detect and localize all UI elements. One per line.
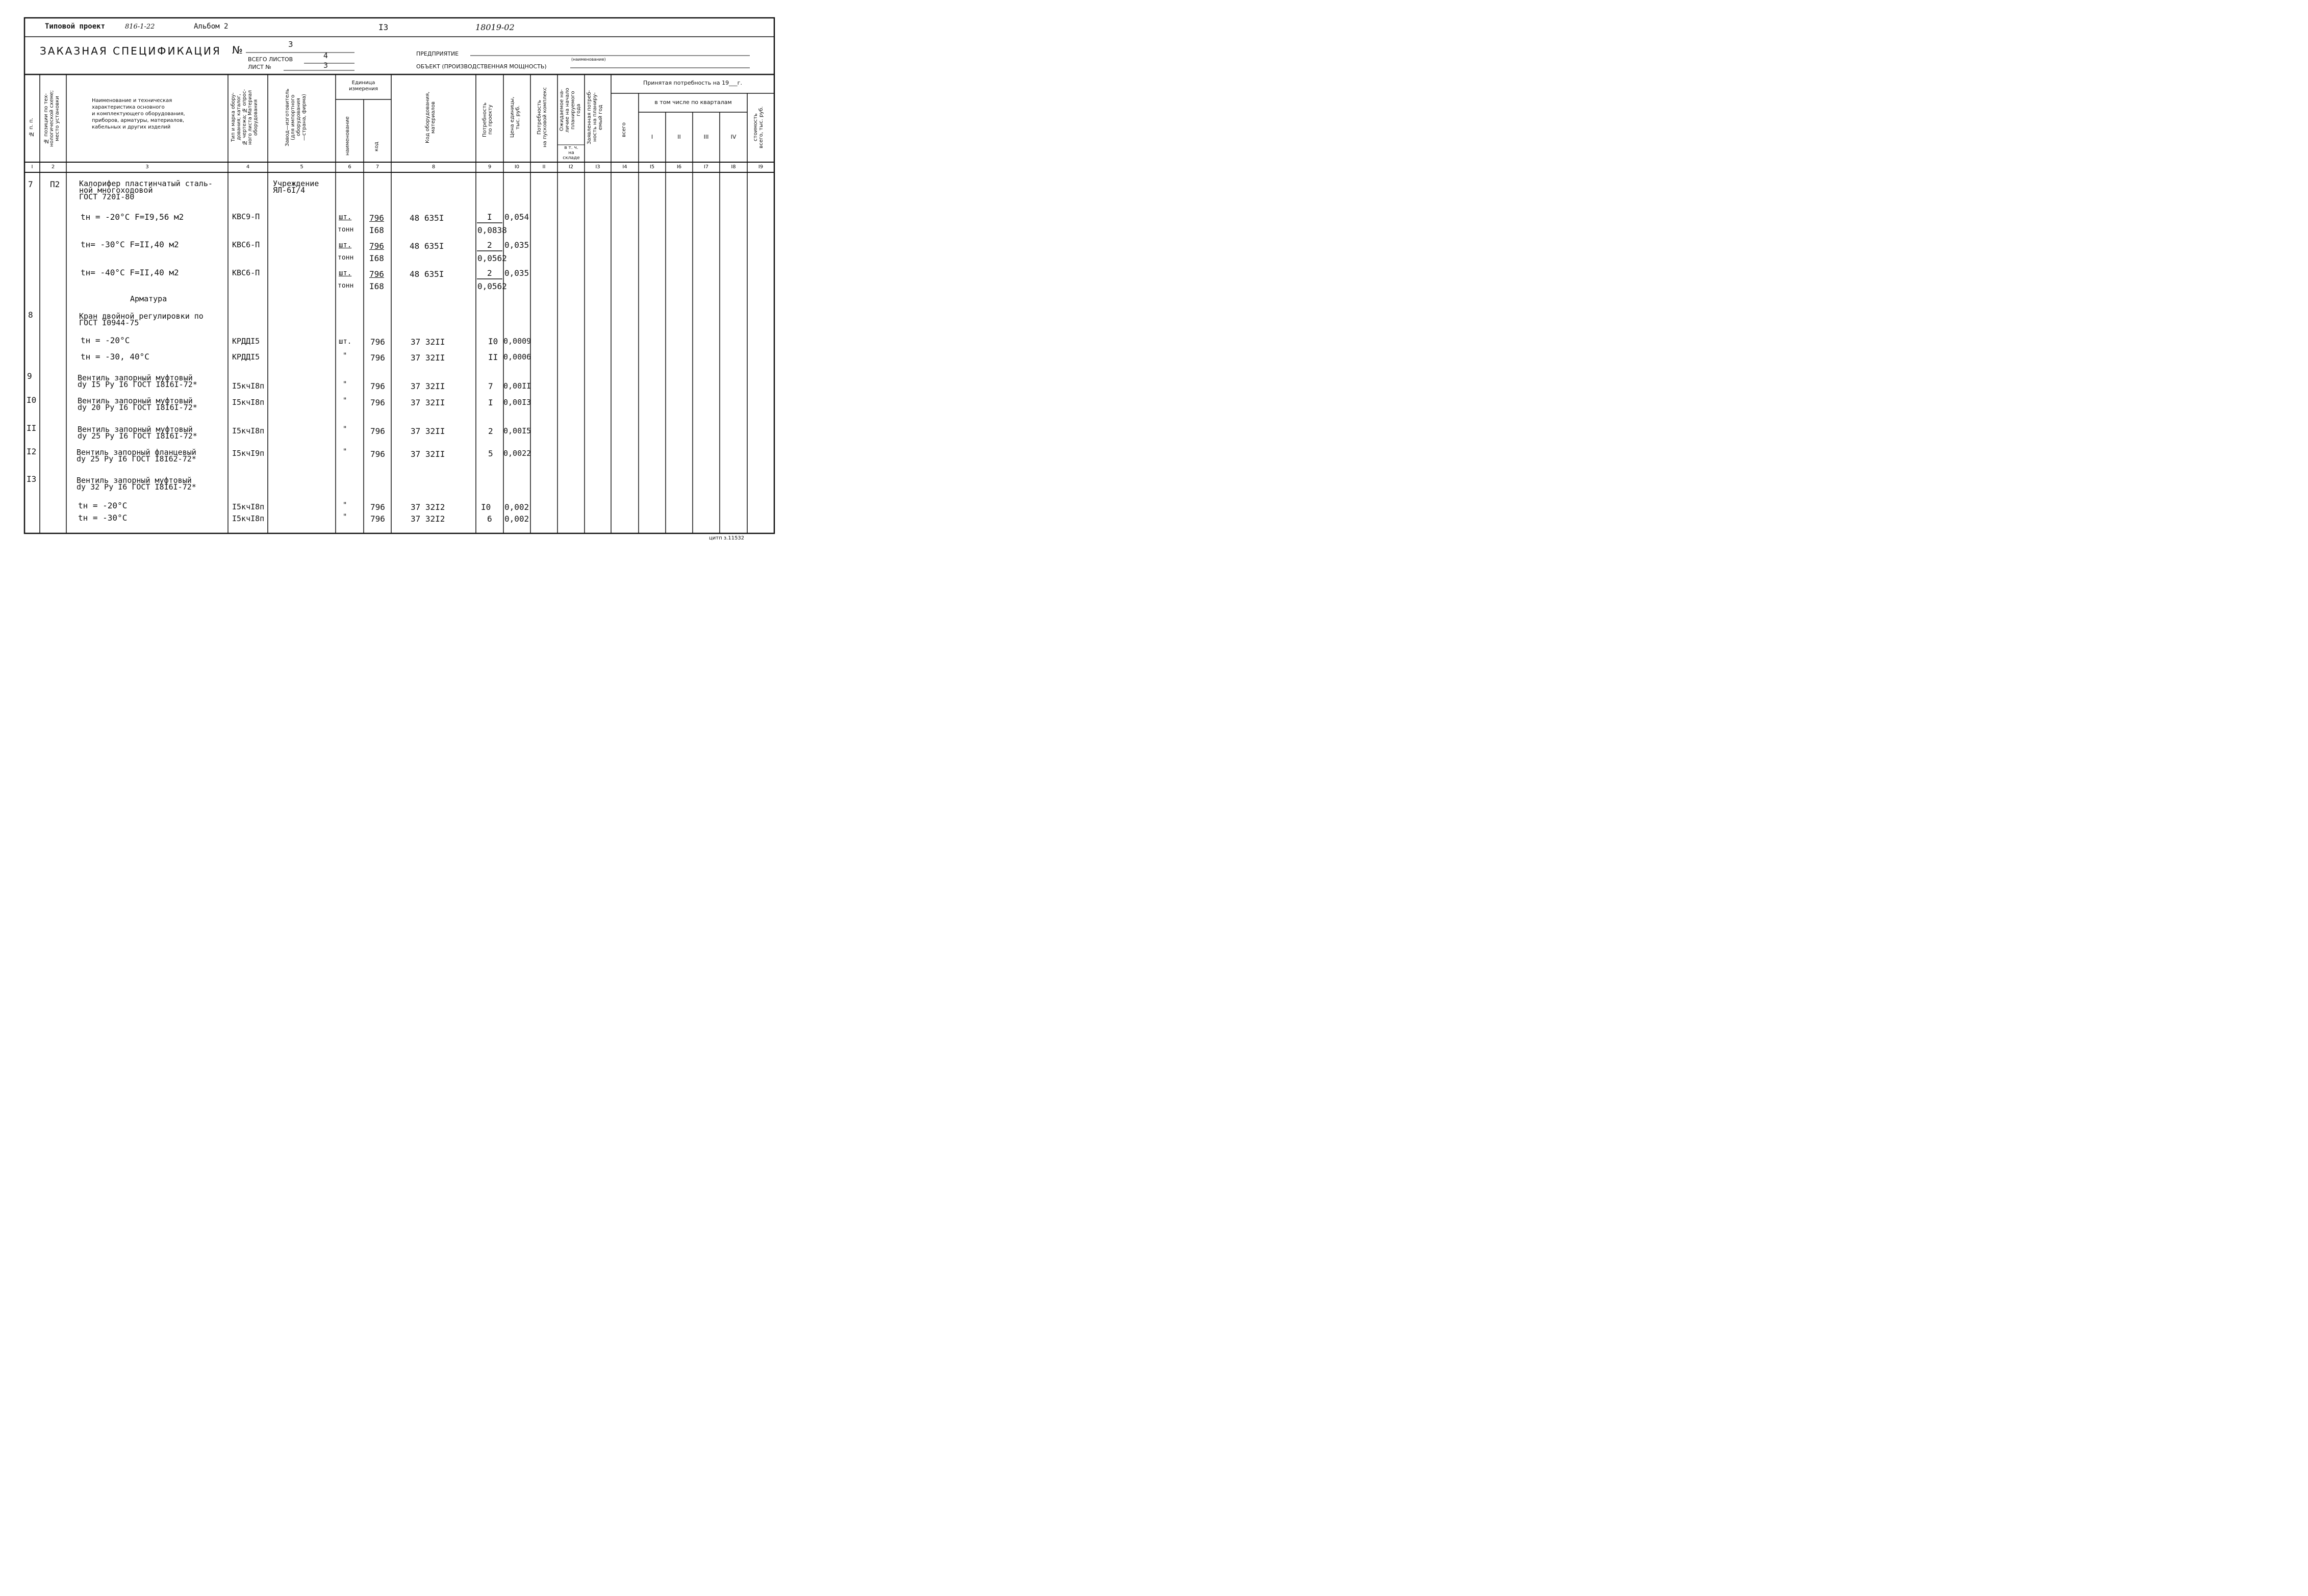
quarter-2: II <box>677 134 681 140</box>
need-qty: 2 <box>488 426 493 436</box>
unit-code: 796 <box>370 398 385 407</box>
total-sheets-label: ВСЕГО ЛИСТОВ <box>248 56 293 63</box>
unit-name-alt: тонн <box>338 254 354 262</box>
row-number: I3 <box>27 474 37 484</box>
unit-name: шт. <box>339 269 352 277</box>
item-type: I5кчI8п <box>232 426 265 435</box>
col-header-3: Наименование и техническая характеристика основного и комплектующего оборудования, приборов, арматуры, материалов, кабельных и других изделий <box>92 98 185 130</box>
col-header-1: № п. п. <box>29 118 34 137</box>
col-number: I6 <box>676 164 682 170</box>
col-number: 3 <box>145 164 149 170</box>
need-qty: I0 <box>481 502 491 512</box>
equipment-code: 37 32II <box>411 426 445 436</box>
equipment-code: 37 32II <box>411 353 445 363</box>
item-name: Вентиль запорный муфтовый dу 20 Ру I6 ГОСТ I8I6I-72* <box>78 396 197 412</box>
spec-number-label: № <box>232 44 243 56</box>
quarter-3: III <box>703 134 709 140</box>
unit-price: 0,0006 <box>503 352 531 362</box>
item-type: I5кчI9п <box>232 449 265 458</box>
unit-code: 796 <box>370 514 385 524</box>
unit-code: 796 <box>370 426 385 436</box>
item-type: КВС9-П <box>232 212 260 221</box>
specification-sheet <box>0 0 790 551</box>
section-heading: Арматура <box>130 294 167 303</box>
unit-group-header: Единица измерения <box>348 80 378 92</box>
col-number: I9 <box>758 164 764 170</box>
need-qty: 2 <box>487 240 492 250</box>
item-type: КРДДI5 <box>232 352 260 362</box>
spec-title: ЗАКАЗНАЯ СПЕЦИФИКАЦИЯ <box>40 45 221 57</box>
need-group-header: Принятая потребность на 19___г. <box>643 80 742 86</box>
unit-code: 796 <box>370 353 385 363</box>
unit-name: шт. <box>339 338 352 346</box>
col-number: I <box>31 164 33 170</box>
item-name: Вентиль запорный муфтовый dу 32 Ру I6 ГОСТ I8I6I-72* <box>77 476 196 492</box>
col-header-5: Завод—изготовитель (для импортного оборудования —страна, фирма) <box>285 88 307 146</box>
row-number: I0 <box>27 395 37 405</box>
unit-code: 796 <box>370 449 385 459</box>
col-number: 8 <box>432 164 436 170</box>
unit-code-alt: I68 <box>369 225 384 235</box>
row-number: 7 <box>28 179 33 189</box>
col-number: I8 <box>731 164 736 170</box>
col-header-9: Потребность по проекту <box>482 102 493 138</box>
unit-name: " <box>343 501 347 509</box>
item-type: КВС6-П <box>232 268 260 277</box>
unit-code: 796 <box>369 269 384 279</box>
unit-name: " <box>343 380 347 389</box>
equipment-code: 37 32II <box>411 398 445 407</box>
col-header-12-sub: в т. ч. на складе <box>563 145 580 161</box>
col-header-8: Код оборудования, материалов <box>425 91 436 143</box>
equipment-code: 48 635I <box>410 241 444 251</box>
item-type: КВС6-П <box>232 240 260 249</box>
page-number: I3 <box>378 22 389 32</box>
manufacturer: Учреждение ЯЛ-6I/4 <box>273 179 319 195</box>
col-number: I3 <box>595 164 600 170</box>
equipment-code: 48 635I <box>410 269 444 279</box>
item-condition: tн = -20°С F=I9,56 м2 <box>81 212 184 222</box>
equipment-code: 37 32II <box>411 337 445 347</box>
col-number: 7 <box>375 164 379 170</box>
position-code: П2 <box>50 179 60 189</box>
col-header-6: наименование <box>345 116 350 156</box>
unit-code: 796 <box>369 213 384 223</box>
item-name: Кран двойной регулировки по ГОСТ I0944-75 <box>79 312 204 327</box>
object-label: ОБЪЕКТ (ПРОИЗВОДСТВЕННАЯ МОЩНОСТЬ) <box>416 63 547 70</box>
col-header-19: стоимость всего, тыс. руб. <box>753 106 764 149</box>
col-number: I2 <box>568 164 574 170</box>
item-type: I5кчI8п <box>232 514 265 523</box>
unit-price: 0,035 <box>504 268 529 278</box>
unit-price: 0,035 <box>504 240 529 250</box>
col-number: 9 <box>488 164 492 170</box>
col-header-14: всего <box>621 122 627 138</box>
item-type: I5кчI8п <box>232 502 265 511</box>
col-header-2: № позиции по тех- нологической схеме; место установки <box>43 90 60 147</box>
unit-price: 0,002 <box>504 502 529 512</box>
unit-code: 796 <box>370 381 385 391</box>
equipment-code: 37 32I2 <box>411 514 445 524</box>
enterprise-label: ПРЕДПРИЯТИЕ <box>416 50 459 57</box>
item-condition: tн = -30, 40°С <box>81 352 149 362</box>
col-header-10: Цена единицы, тыс. руб. <box>510 96 521 138</box>
col-header-13: Заявленная потреб- ность на планиру- емый год <box>587 90 603 145</box>
item-condition: tн = -20°С <box>81 336 130 345</box>
unit-name: " <box>343 448 347 456</box>
col-number: 4 <box>246 164 250 170</box>
row-number: II <box>27 423 37 433</box>
item-type: КРДДI5 <box>232 337 260 346</box>
row-number: 9 <box>27 371 32 381</box>
spec-number: 3 <box>288 40 293 49</box>
need-qty: I <box>488 398 493 407</box>
item-condition: tн= -30°С F=II,40 м2 <box>81 240 179 249</box>
unit-name: шт. <box>339 241 352 249</box>
col-header-11: Потребность на пусковой комплекс <box>537 87 548 147</box>
row-number: 8 <box>28 310 33 320</box>
unit-code: 796 <box>370 502 385 512</box>
unit-name: " <box>343 513 347 521</box>
unit-price: 0,00I5 <box>503 426 531 435</box>
unit-name: " <box>343 397 347 405</box>
need-weight: 0,0562 <box>477 253 507 263</box>
item-condition: tн = -20°С <box>78 501 128 510</box>
item-condition: tн = -30°С <box>78 513 128 523</box>
need-qty: I0 <box>488 337 498 346</box>
equipment-code: 37 32II <box>411 381 445 391</box>
col-header-4: Тип и марка обору- дования; каталог, № чертежа; № опрос- ного листа Материал оборудования <box>231 89 259 146</box>
item-type: I5кчI8п <box>232 398 265 407</box>
equipment-code: 37 32I2 <box>411 502 445 512</box>
unit-name: " <box>343 352 347 360</box>
equipment-code: 48 635I <box>410 213 444 223</box>
col-number: I0 <box>514 164 520 170</box>
unit-price: 0,0022 <box>503 449 531 458</box>
total-sheets-value: 4 <box>323 52 328 60</box>
unit-price: 0,0009 <box>503 337 531 346</box>
item-name: Вентиль запорный муфтовый dу 25 Ру I6 ГОСТ I8I6I-72* <box>78 425 197 441</box>
item-condition: tн= -40°С F=II,40 м2 <box>81 268 179 277</box>
col-header-7: код <box>374 141 379 151</box>
quarter-1: I <box>651 134 653 140</box>
unit-name-alt: тонн <box>338 282 354 290</box>
project-label: Типовой проект <box>45 22 106 31</box>
unit-price: 0,002 <box>504 514 529 524</box>
quarter-4: IV <box>730 134 737 140</box>
unit-name: " <box>343 425 347 433</box>
unit-price: 0,054 <box>504 212 529 222</box>
unit-price: 0,00II <box>503 381 531 391</box>
item-name: Калорифер пластинчатый сталь- ной многоходовой ГОСТ 720I-80 <box>79 179 213 201</box>
unit-code-alt: I68 <box>369 253 384 263</box>
need-weight: 0,0838 <box>477 225 507 235</box>
quarter-group-header: в том числе по кварталам <box>654 99 732 106</box>
col-number: II <box>542 164 546 170</box>
item-type: I5кчI8п <box>232 381 265 391</box>
unit-name-alt: тонн <box>338 226 354 234</box>
row-number: I2 <box>27 447 37 456</box>
album-label: Альбом 2 <box>194 22 229 31</box>
equipment-code: 37 32II <box>411 449 445 459</box>
need-qty: 6 <box>487 514 492 524</box>
col-number: I5 <box>649 164 655 170</box>
need-qty: 2 <box>487 268 492 278</box>
unit-price: 0,00I3 <box>503 398 531 407</box>
col-number: I4 <box>622 164 627 170</box>
sheet-label: ЛИСТ № <box>248 64 271 70</box>
unit-code: 796 <box>369 241 384 251</box>
unit-name: шт. <box>339 213 352 221</box>
document-number: 18019-02 <box>475 22 515 32</box>
sheet-value: 3 <box>323 62 328 70</box>
need-qty: 5 <box>488 449 493 458</box>
need-qty: 7 <box>488 381 493 391</box>
need-weight: 0,0562 <box>477 281 507 291</box>
project-number: 816-1-22 <box>125 23 155 31</box>
printer-stamp: цитп з.11532 <box>709 535 745 541</box>
need-qty: II <box>488 352 498 362</box>
need-qty: I <box>487 212 492 222</box>
col-number: 6 <box>348 164 351 170</box>
item-name: Вентиль запорный фланцевый dу 25 Ру I6 ГОСТ I8I62-72* <box>77 448 196 464</box>
col-header-12: Ожидаемое на- личие на начало планируемого года <box>559 88 581 133</box>
unit-code: 796 <box>370 337 385 347</box>
col-number: 2 <box>51 164 55 170</box>
name-note: (наименование) <box>571 57 606 62</box>
unit-code-alt: I68 <box>369 281 384 291</box>
col-number: 5 <box>300 164 303 170</box>
item-name: Вентиль запорный муфтовый dу I5 Ру I6 ГОСТ I8I6I-72* <box>78 373 197 389</box>
col-number: I7 <box>703 164 709 170</box>
